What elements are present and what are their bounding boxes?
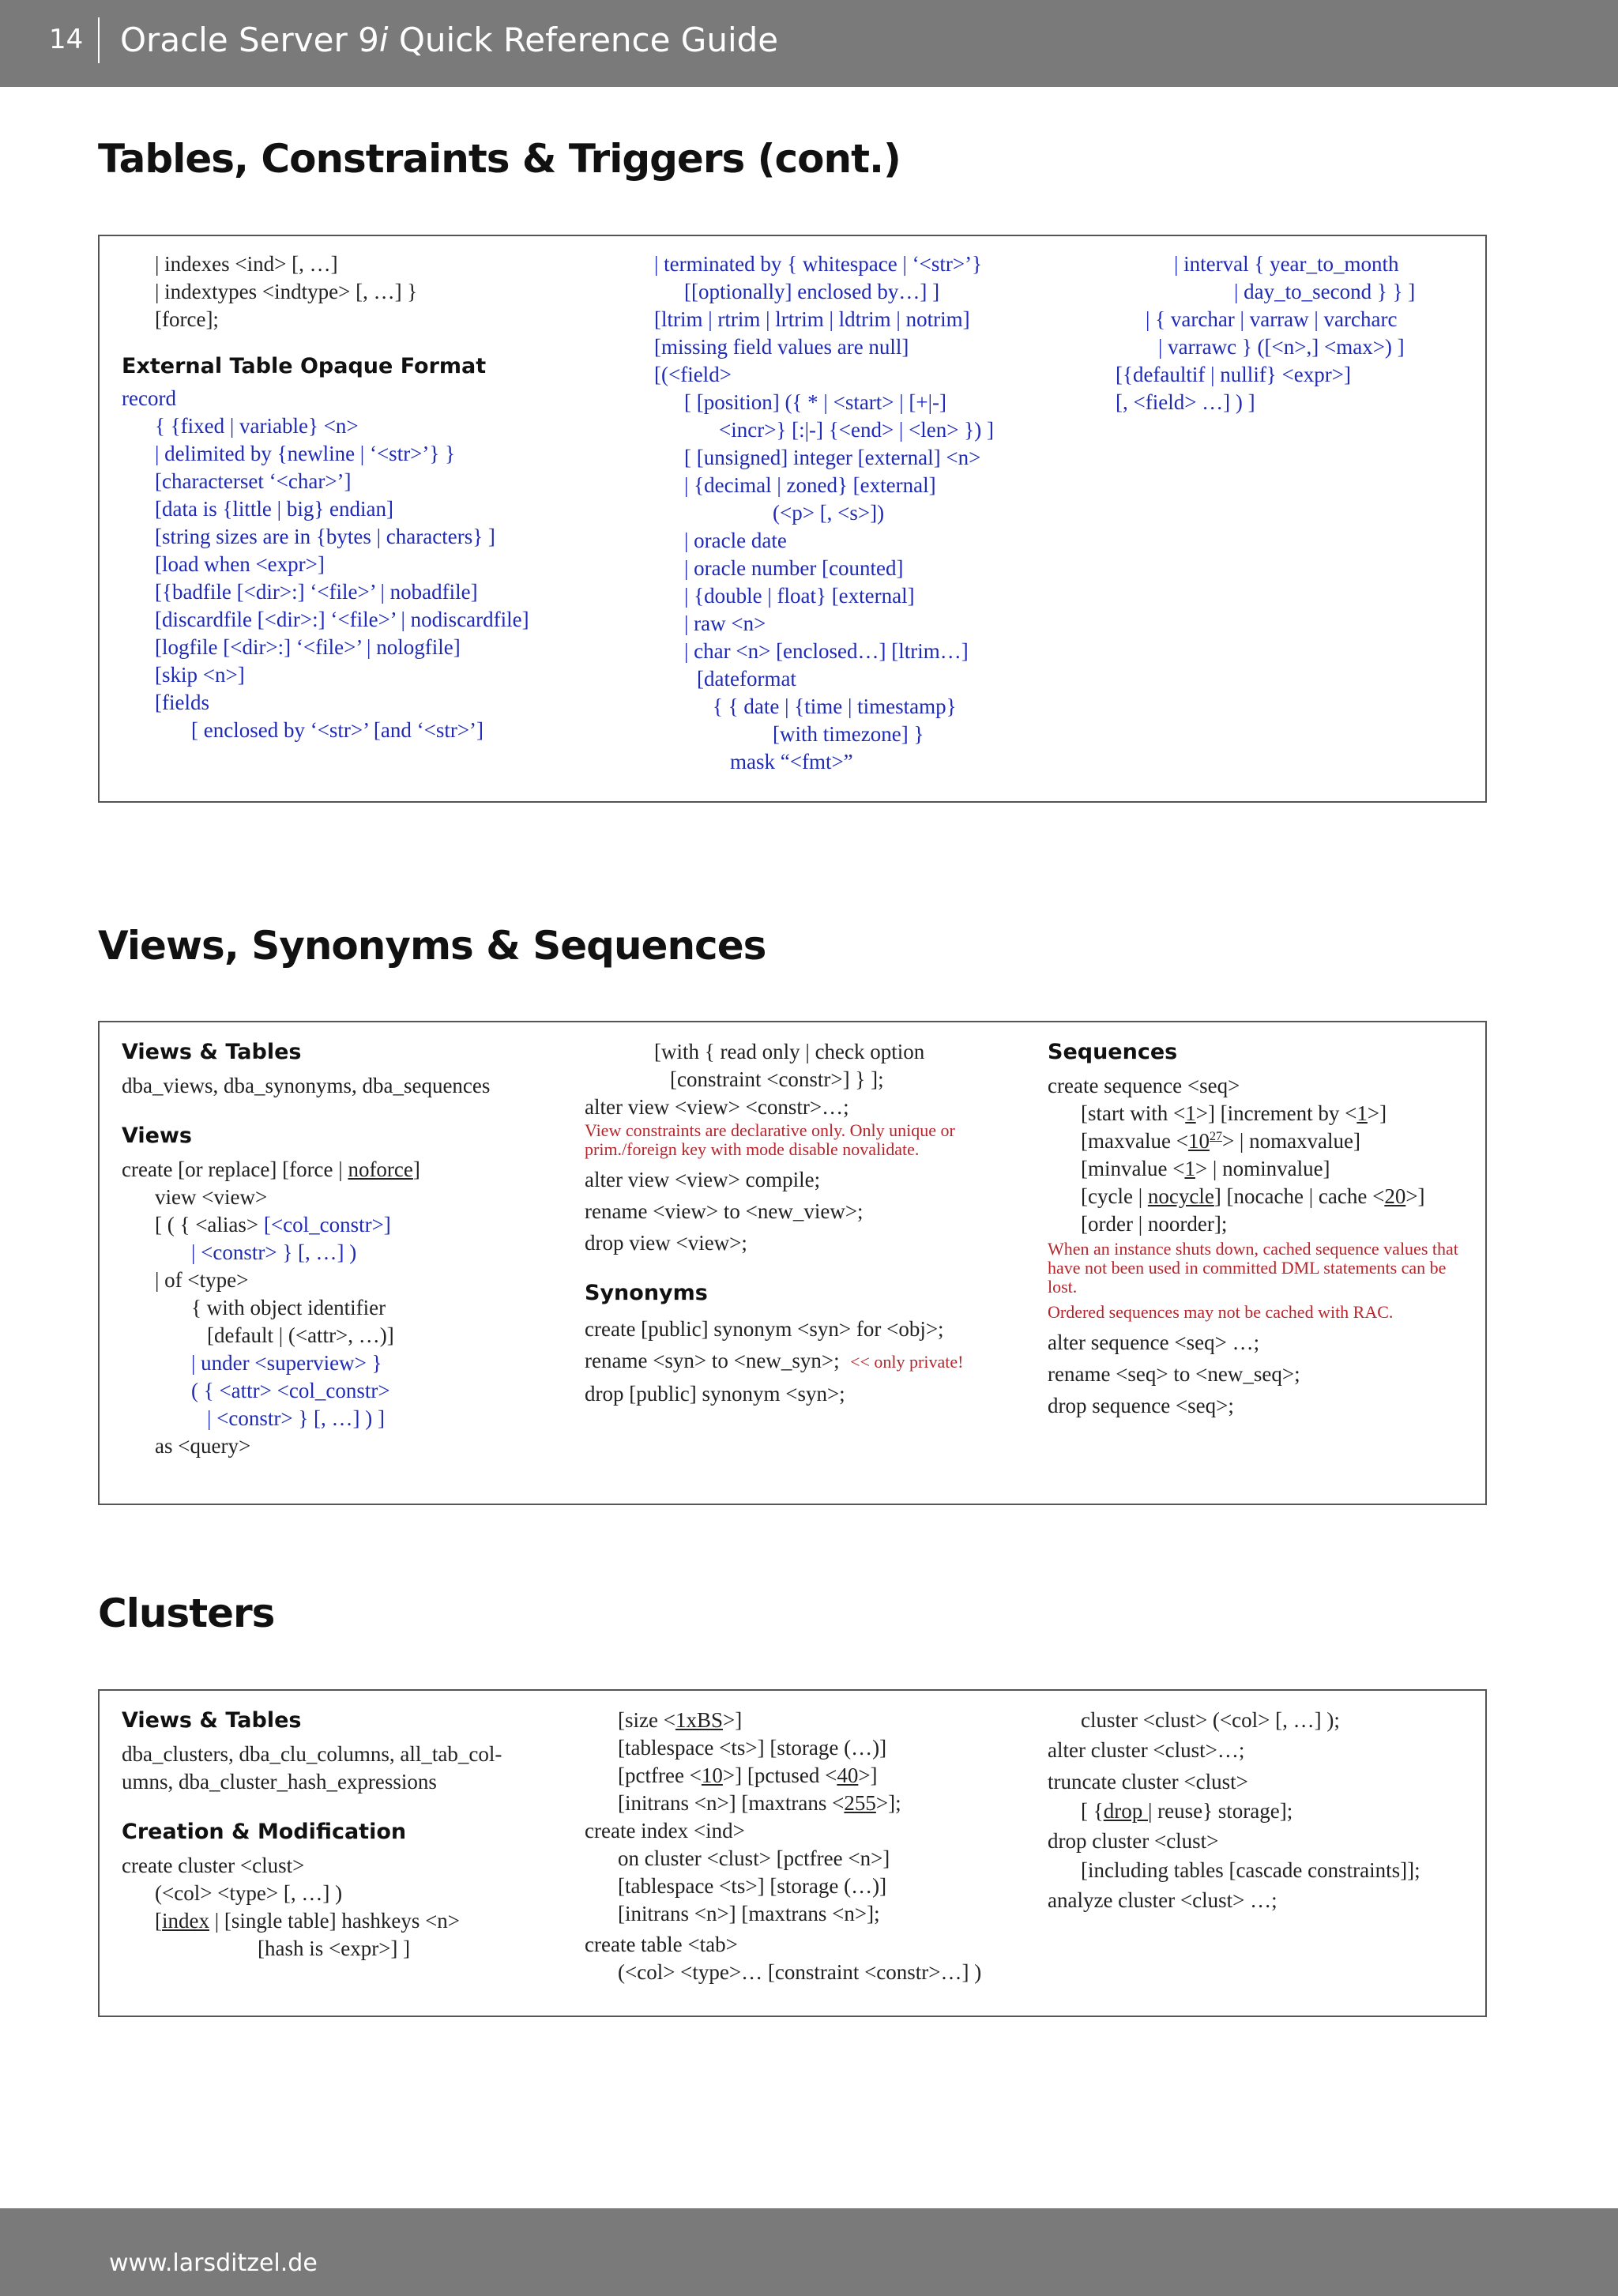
clusters-box: [98, 1689, 1487, 2017]
sequence-rac-note: Ordered sequences may not be cached with RAC.: [1048, 1302, 1394, 1322]
tables-col-3: | interval { year_to_month | day_to_second } } ] | { varchar | varraw | varcharc | varrawc } ([<n>,] <max>) ] [{defaultif | nullif} <expr>] [, <field> …] ) ]: [1116, 252, 1416, 414]
document-title: Oracle Server 9i Quick Reference Guide: [120, 21, 779, 59]
page-footer: [0, 2208, 1618, 2296]
sequences-heading: Sequences: [1048, 1040, 1178, 1064]
view-constraint-note: View constraints are declarative only. Only unique or prim./foreign key with mode disable novalidate.: [585, 1120, 955, 1159]
views-col-1: Views & Tables dba_views, dba_synonyms, dba_sequences Views create [or replace] [force | noforce] view <view> [ ( { <alias> [<col_constr>] | <constr> } [, …] ) | of <type> { with object identifier [default | (<attr>, …)] | under <superview> } ( { <attr> <col_constr> | <constr> } [, …] ) ] as <query>: [122, 1040, 491, 1458]
tables-constraints-box: [98, 235, 1487, 803]
sequence-cache-note: When an instance shuts down, cached sequence values that have not been used in committed DML statements can be lost.: [1048, 1239, 1458, 1297]
views-col-3: Sequences create sequence <seq> [start with <1>] [increment by <1>] [maxvalue $<10^{27}>$ | nomaxvalue] [minvalue <1> | nominvalue] [cycle | nocycle] [nocache | cache <20>] [order | noorder]; When an instance shuts down, cached sequence values that have not been used in committed DML statements can be lost. Ordered sequences may not be cached with RAC. alter sequence <seq> …; rename <seq> to <new_seq>; drop sequence <seq>;: [1048, 1038, 1474, 1421]
page-header: [0, 0, 1618, 87]
tables-col-1: | indexes <ind> [, …] | indextypes <indtype> [, …] } [force]; External Table Opaque Format record { {fixed | variable} <n> | delimited by {newline | ‘<str>’} } [characterset ‘<char>’] [data is {little | big} endian] [string sizes are in {bytes | characters} ] [load when <expr>] [{badfile [<dir>:] ‘<file>’ | nobadfile] [discardfile [<dir>:] ‘<file>’ | nodiscardfile] [logfile [<dir>:] ‘<file>’ | nologfile] [skip <n>] [fields [ enclosed by ‘<str>’ [and ‘<str>’]: [122, 252, 529, 742]
footer-url[interactable]: www.larsditzel.de: [109, 2249, 318, 2277]
page-number: 14: [49, 24, 84, 55]
tables-col-2: | terminated by { whitespace | ‘<str>’} [[optionally] enclosed by…] ] [ltrim | rtrim | lrtrim | ldtrim | notrim] [missing field values are null] [(<field> [ [position] ({ * | <start> | [+|-] <incr>} [:|-] {<end> | <len> }) ] [ [unsigned] integer [external] <n> | {decimal | zoned} [external] (<p> [, <s>]) | oracle date | oracle number [counted] | {double | float} [external] | raw <n> | char <n> [enclosed…] [ltrim…] [dateformat { { date | {time | timestamp} [with timezone] } mask “<fmt>”: [654, 252, 994, 773]
section-title-tables: Tables, Constraints & Triggers (cont.): [98, 136, 901, 182]
views-col-2: [with { read only | check option [constraint <constr>] } ]; alter view <view> <constr>…; View constraints are declarative only. Only unique or prim./foreign key with mode disable novalidate. alter view <view> compile; rename <view> to <new_view>; drop view <view>; Synonyms create [public] synonym <syn> for <obj>; rename <syn> to <new_syn>; << only private! drop [public] synonym <syn>;: [585, 1038, 995, 1410]
header-divider: [98, 17, 100, 63]
clusters-col-1: Views & Tables dba_clusters, dba_clu_columns, all_tab_col- umns, dba_cluster_hash_expressions Creation & Modification create cluster <clust> (<col> <type> [, …] ) [index | [single table] hashkeys <n> [hash is <expr>] ]: [122, 1708, 502, 1960]
views-synonyms-box: [98, 1021, 1487, 1505]
section-title-views: Views, Synonyms & Sequences: [98, 923, 766, 969]
synonyms-heading: Synonyms: [585, 1281, 708, 1305]
external-table-heading: External Table Opaque Format: [122, 354, 487, 378]
clusters-col-3: cluster <clust> (<col> [, …] ); alter cluster <clust>…; truncate cluster <clust> [ {drop | reuse} storage]; drop cluster <clust> [including tables [cascade constraints]]; analyze cluster <clust> …;: [1048, 1708, 1420, 1912]
clusters-col-2: [size <1xBS>] [tablespace <ts>] [storage (…)] [pctfree <10>] [pctused <40>] [initrans <n>] [maxtrans <255>]; create index <ind> on cluster <clust> [pctfree <n>] [tablespace <ts>] [storage (…)] [initrans <n>] [maxtrans <n>]; create table <tab> (<col> <type>… [constraint <constr>…] ): [585, 1708, 982, 1984]
section-title-clusters: Clusters: [98, 1590, 275, 1636]
